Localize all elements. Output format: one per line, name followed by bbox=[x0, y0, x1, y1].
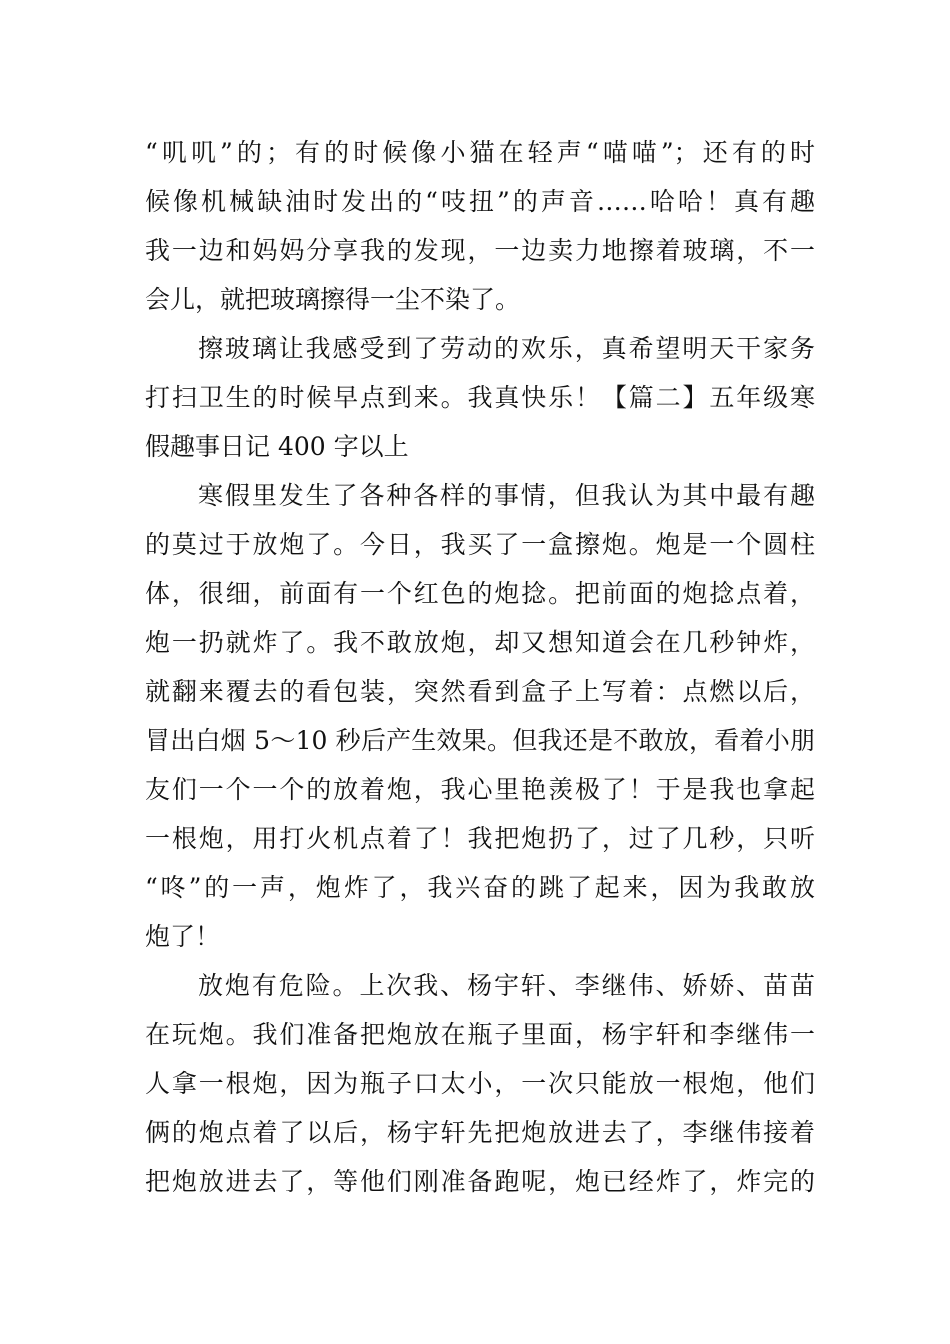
body-text bbox=[145, 128, 815, 1206]
paragraph-start-line: 寒假里发生了各种各样的事情，但我认为其中最有趣 bbox=[198, 481, 815, 510]
text-line: 就翻来覆去的看包装，突然看到盒子上写着：点燃以后， bbox=[145, 677, 815, 706]
text-line: 一根炮，用打火机点着了！我把炮扔了，过了几秒，只听 bbox=[145, 824, 815, 853]
text-line: 假趣事日记 400 字以上 bbox=[145, 432, 409, 461]
text-line: 候像机械缺油时发出的“吱扭”的声音……哈哈！真有趣 bbox=[145, 187, 815, 216]
text-line: 冒出白烟 5～10 秒后产生效果。但我还是不敢放，看着小朋 bbox=[145, 726, 815, 755]
text-line: “叽叽”的；有的时候像小猫在轻声“喵喵”；还有的时 bbox=[145, 138, 815, 167]
text-line: 打扫卫生的时候早点到来。我真快乐！【篇二】五年级寒 bbox=[145, 383, 815, 412]
text-line: 把炮放进去了，等他们刚准备跑呢，炮已经炸了，炸完的 bbox=[145, 1167, 815, 1196]
text-line: 在玩炮。我们准备把炮放在瓶子里面，杨宇轩和李继伟一 bbox=[145, 1020, 815, 1049]
text-line: 友们一个一个的放着炮，我心里艳羡极了！于是我也拿起 bbox=[145, 775, 815, 804]
text-line: 炮一扔就炸了。我不敢放炮，却又想知道会在几秒钟炸， bbox=[145, 628, 815, 657]
text-line: 俩的炮点着了以后，杨宇轩先把炮放进去了，李继伟接着 bbox=[145, 1118, 815, 1147]
text-line: “咚”的一声，炮炸了，我兴奋的跳了起来，因为我敢放 bbox=[145, 873, 815, 902]
text-line: 我一边和妈妈分享我的发现，一边卖力地擦着玻璃，不一 bbox=[145, 236, 815, 265]
paragraph-start-line: 擦玻璃让我感受到了劳动的欢乐，真希望明天干家务 bbox=[198, 334, 815, 363]
text-line: 人拿一根炮，因为瓶子口太小，一次只能放一根炮，他们 bbox=[145, 1069, 815, 1098]
text-line: 炮了！ bbox=[145, 922, 221, 951]
text-line: 体，很细，前面有一个红色的炮捻。把前面的炮捻点着， bbox=[145, 579, 815, 608]
text-line: 的莫过于放炮了。今日，我买了一盒擦炮。炮是一个圆柱 bbox=[145, 530, 815, 559]
text-line: 会儿，就把玻璃擦得一尘不染了。 bbox=[145, 285, 521, 314]
paragraph-start-line: 放炮有危险。上次我、杨宇轩、李继伟、娇娇、苗苗 bbox=[198, 971, 815, 1000]
